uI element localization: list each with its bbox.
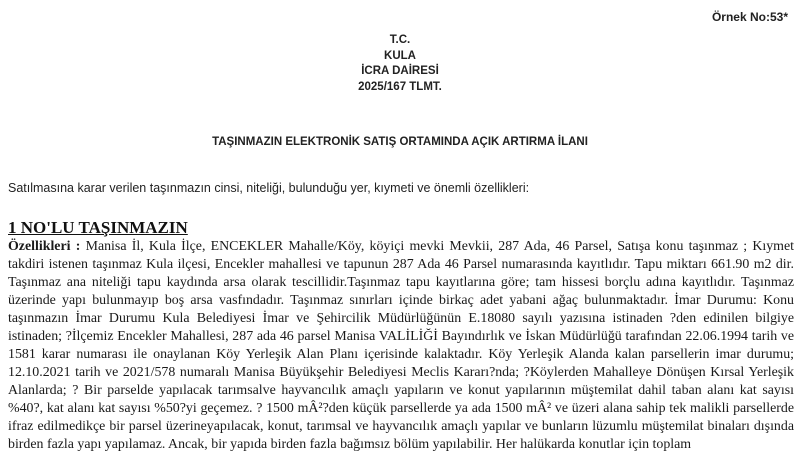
intro-text: Satılmasına karar verilen taşınmazın cinsi, niteliği, bulunduğu yer, kıymeti ve önemli özellikleri: [8, 181, 530, 195]
property-features [8, 238, 794, 454]
header-line-file-number: 2025/167 TLMT. [358, 80, 442, 93]
header-line-city: KULA [384, 49, 416, 62]
header-line-state: T.C. [389, 34, 411, 46]
header-line-office: İCRA DAİRESİ [361, 65, 439, 77]
notice-title: TAŞINMAZIN ELEKTRONİK SATIŞ ORTAMINDA AÇIK ARTIRMA İLANI [212, 136, 588, 148]
document-header [0, 33, 800, 95]
features-text: Manisa İl, Kula İlçe, ENCEKLER Mahalle/Köy, köyiçi mevki Mevkii, 287 Ada, 46 Parsel, Satışa konu taşınmaz ; Kıymet takdiri istenen taşınmaz Kula ilçesi, Encekler mahallesi ve tapunun 287 Ada 46 Parsel numarasında kayıtlıdır. Tapu miktarı 661.90 m2 dir. Taşınmaz ana niteliği tapu kaydında arsa olarak tescillidir.Taşınmaz tapu kayıtlarına göre; tam hissesi borçlu adına kayıtlıdır. Taşınmaz üzerinde yapı bulunmayıp boş arsa vasfındadır. Taşınmaz sınırları içinde birkaç adet yabani ağaç bulunmaktadır. İmar Durumu: Konu taşınmazın İmar Durumu Kula Belediyesi İmar ve Şehircilik Müdürlüğünün E.18080 sayılı yazısına istinaden ?den edinilen bilgiye istinaden; ?İlçemiz Encekler Mahallesi, 287 ada 46 parsel Manisa VALİLİĞİ Bayındırlık ve İskan Müdürlüğü tarafından 22.06.1994 tarih ve 1581 karar numarası ile onaylanan Köy Yerleşik Alan Planı içerisinde kalaktadır. Köy Yerleşik Alanda kalan parsellerin imar durumu; 12.10.2021 tarih ve 2021/578 numaralı Manisa Büyükşehir Belediyesi Meclis Kararı?nda; ?Köylerden Mahalleye Dönüşen Kırsal Yerleşik Alanlarda; ? Bir parselde yapılacak tarımsalve hayvancılık amaçlı yapıların ve konut yapılarının müştemilat dahil taban alanı kat sayısı %40?, kat alanı kat sayısı %50?yi geçemez. ? 1500 mÂ²?den küçük parsellerde ya ada 1500 mÂ² ve üzeri alana sahip tek malikli parsellerde ifraz edilmedikçe bir parsel üzerineyapılacak, konut, tarımsal ve hayvancılık amaçlı yapılar ve bunların lüzumlu müştemilat binaları dışında birden fazla yapı yapılamaz. Ancak, bir yapıda birden fazla bağımsız bölüm yapılabilir. Her halükarda konutlar için toplam [8, 239, 794, 452]
form-number: Örnek No:53* [711, 10, 788, 24]
features-label: Özellikleri : [8, 239, 81, 254]
property-title: 1 NO'LU TAŞINMAZIN [8, 218, 188, 237]
